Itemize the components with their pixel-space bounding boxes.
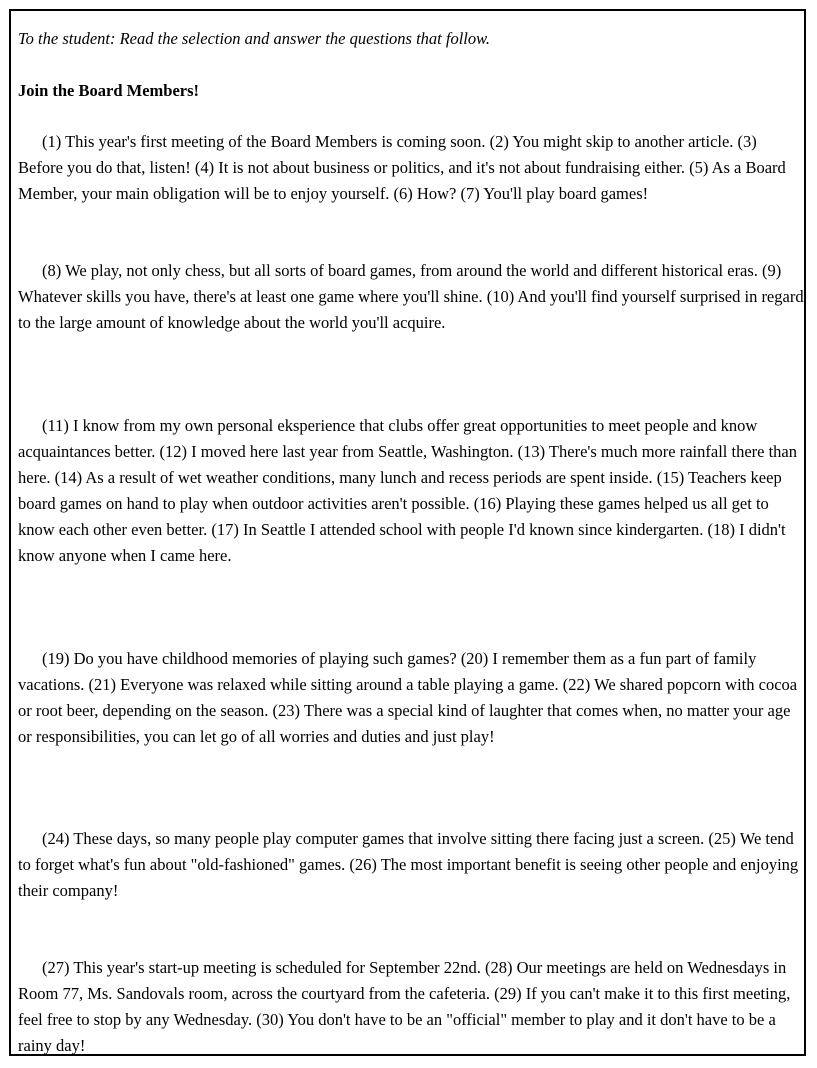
paragraph-1: (1) This year's first meeting of the Board Members is coming soon. (2) You might skip to another article. (3) Before you do that, listen! (4) It is not about business or politics, and it's not about fundraising either. (5) As a Board Member, your main obligation will be to enjoy yourself. (6) How? (7) You'll play board games! xyxy=(18,132,786,203)
passage-content xyxy=(18,26,804,1055)
instruction-text: To the student: Read the selection and answer the questions that follow. xyxy=(18,29,491,48)
paragraph-5: (24) These days, so many people play computer games that involve sitting there facing just a screen. (25) We tend to forget what's fun about "old-fashioned" games. (26) The most important benefit is seeing other people and enjoying their company! xyxy=(18,829,799,900)
paragraph-2: (8) We play, not only chess, but all sorts of board games, from around the world and different historical eras. (9) Whatever skills you have, there's at least one game where you'll shine. (10) And you'll find yourself surprised in regard to the large amount of knowledge about the world you'll acquire. xyxy=(18,261,804,332)
paragraph-4: (19) Do you have childhood memories of playing such games? (20) I remember them as a fun part of family vacations. (21) Everyone was relaxed while sitting around a table playing a game. (22) We shared popcorn with cocoa or root beer, depending on the season. (23) There was a special kind of laughter that comes when, no matter your age or responsibilities, you can let go of all worries and duties and just play! xyxy=(18,649,798,746)
passage-title: Join the Board Members! xyxy=(18,81,200,100)
paragraph-3: (11) I know from my own personal eksperience that clubs offer great opportunities to meet people and know acquaintances better. (12) I moved here last year from Seattle, Washington. (13) There's much more rainfall there than here. (14) As a result of wet weather conditions, many lunch and recess periods are spent inside. (15) Teachers keep board games on hand to play when outdoor activities aren't possible. (16) Playing these games helped us all get to know each other even better. (17) In Seattle I attended school with people I'd known since kindergarten. (18) I didn't know anyone when I came here. xyxy=(18,416,797,565)
paragraph-6: (27) This year's start-up meeting is scheduled for September 22nd. (28) Our meetings are held on Wednesdays in Room 77, Ms. Sandovals room, across the courtyard from the cafeteria. (29) If you can't make it to this first meeting, feel free to stop by any Wednesday. (30) You don't have to be an "official" member to play and it don't have to be a rainy day! xyxy=(18,958,791,1055)
